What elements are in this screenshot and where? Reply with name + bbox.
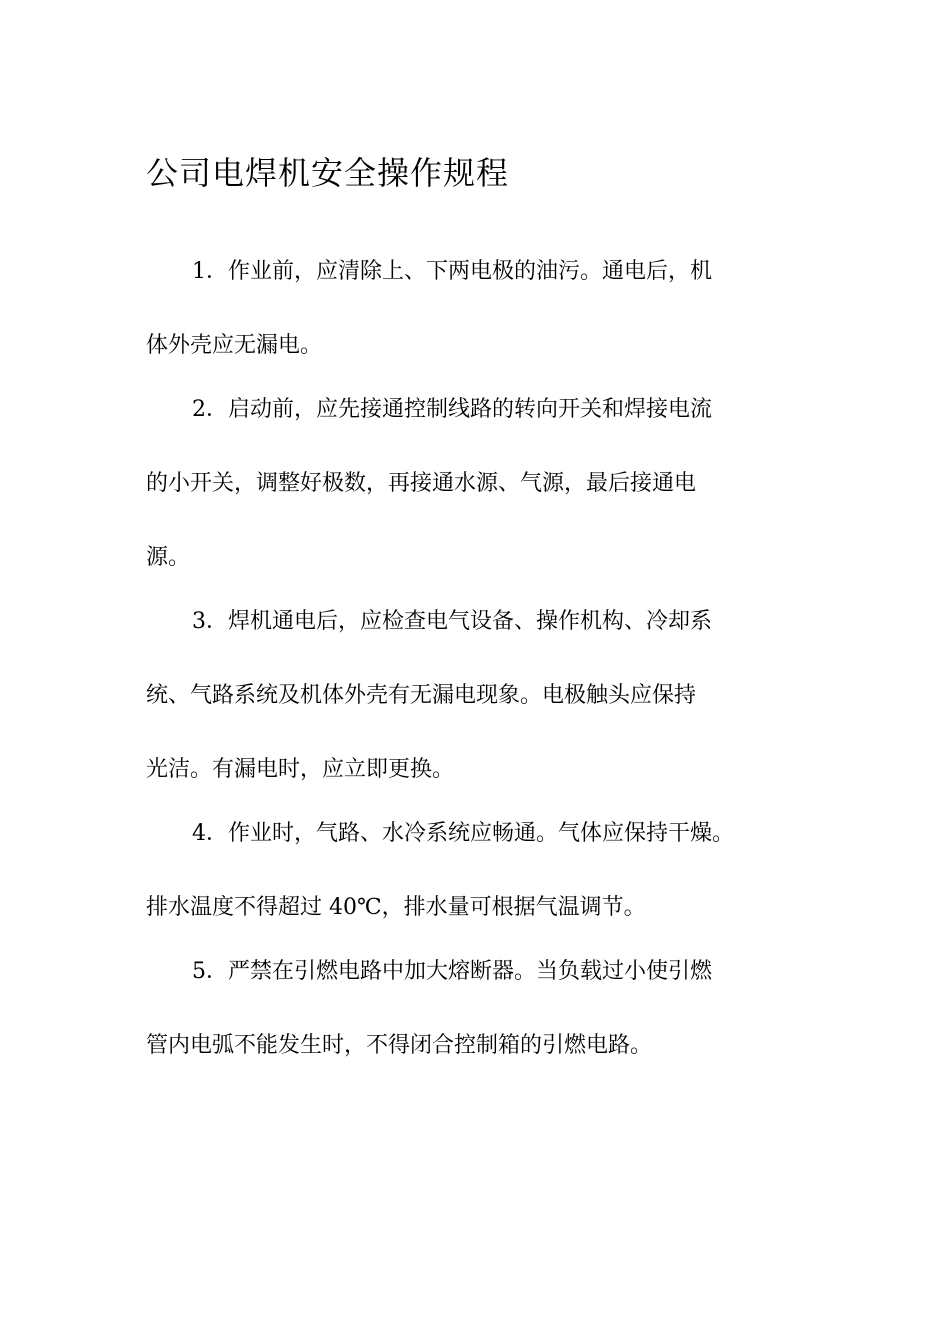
paragraph-line-3-2: 统、气路系统及机体外壳有无漏电现象。电极触头应保持 bbox=[146, 683, 697, 708]
paragraph-line-5-1: 5．严禁在引燃电路中加大熔断器。当负载过小使引燃 bbox=[192, 959, 712, 984]
paragraph-line-1-2: 体外壳应无漏电。 bbox=[146, 333, 323, 358]
document-title: 公司电焊机安全操作规程 bbox=[146, 154, 510, 192]
paragraph-line-2-3: 源。 bbox=[146, 545, 191, 570]
paragraph-line-1-1: 1．作业前，应清除上、下两电极的油污。通电后，机 bbox=[192, 259, 712, 284]
paragraph-line-4-1: 4．作业时，气路、水冷系统应畅通。气体应保持干燥。 bbox=[192, 821, 734, 846]
paragraph-line-2-2: 的小开关，调整好极数，再接通水源、气源，最后接通电 bbox=[146, 471, 697, 496]
paragraph-line-5-2: 管内电弧不能发生时，不得闭合控制箱的引燃电路。 bbox=[146, 1033, 653, 1058]
paragraph-line-3-1: 3．焊机通电后，应检查电气设备、操作机构、冷却系 bbox=[192, 609, 712, 634]
paragraph-line-2-1: 2．启动前，应先接通控制线路的转向开关和焊接电流 bbox=[192, 397, 712, 422]
paragraph-line-3-3: 光洁。有漏电时，应立即更换。 bbox=[146, 757, 455, 782]
paragraph-line-4-2: 排水温度不得超过 40℃，排水量可根据气温调节。 bbox=[146, 895, 646, 920]
